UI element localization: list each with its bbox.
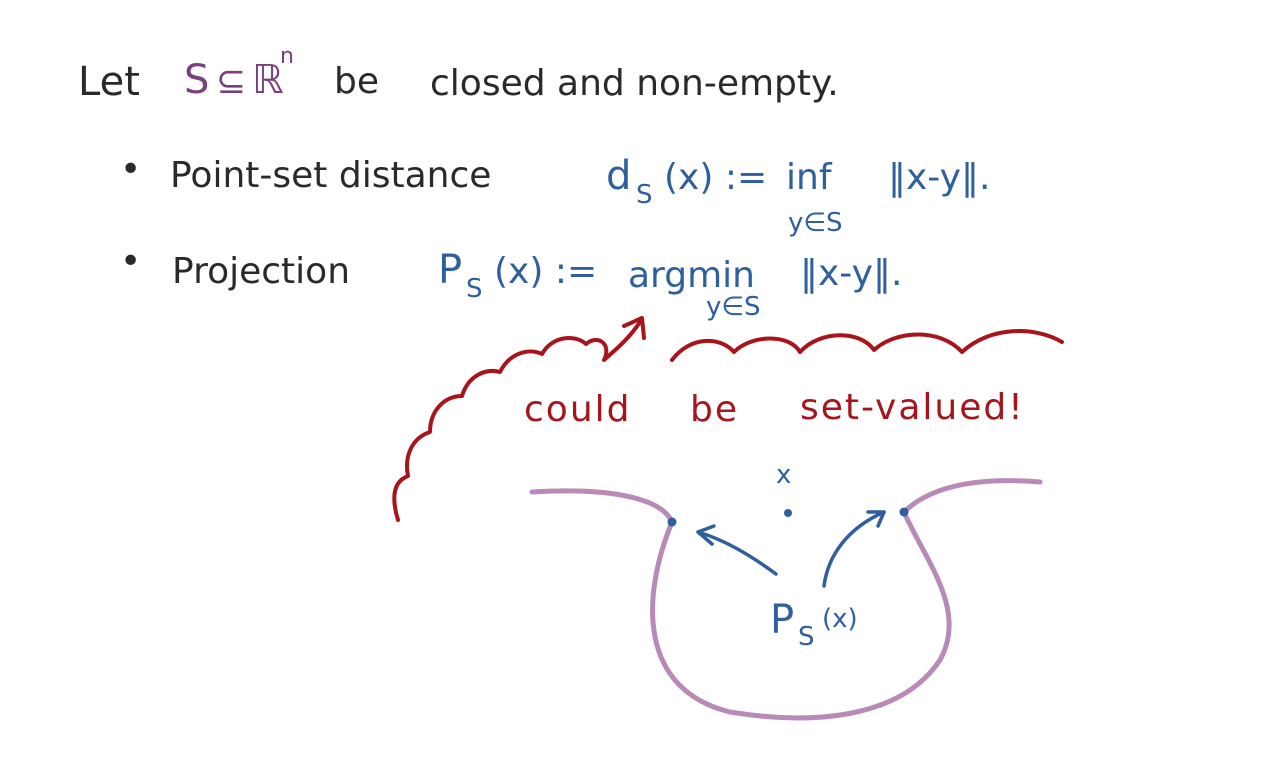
projection-symbol: P xyxy=(438,247,463,293)
annotation-be: be xyxy=(690,389,739,430)
closed-nonempty-text: closed and non-empty. xyxy=(430,63,839,104)
inf-subscript: y∈S xyxy=(788,208,843,238)
distance-subscript: S xyxy=(636,180,653,210)
bullet-dot: • xyxy=(120,241,142,282)
point-x-label: x xyxy=(776,460,792,490)
dimension-superscript: n xyxy=(280,44,294,69)
figure-projection-symbol: P xyxy=(770,597,795,643)
annotation-brace-right xyxy=(672,331,1062,360)
arrow-to-right-projection xyxy=(824,512,884,586)
set-symbol: S xyxy=(184,57,210,103)
distance-argument: (x) := xyxy=(664,157,768,198)
projection-label: Projection xyxy=(172,251,351,292)
inf-operator: inf xyxy=(786,157,832,198)
annotation-set-valued: set-valued! xyxy=(800,387,1025,428)
reals-symbol: ℝ xyxy=(252,57,284,103)
point-x-dot xyxy=(784,509,792,517)
arrow-to-left-projection xyxy=(698,532,776,574)
bullet-dot: • xyxy=(120,149,142,190)
projection-point-left xyxy=(668,518,677,527)
figure-projection-subscript: S xyxy=(798,622,815,652)
argmin-operator: argmin xyxy=(628,255,755,296)
projection-norm-expression: ‖x-y‖. xyxy=(800,253,903,294)
projection-point-right xyxy=(900,508,909,517)
be-word: be xyxy=(334,61,379,102)
subseteq-symbol: ⊆ xyxy=(216,61,247,102)
distance-symbol: d xyxy=(606,153,632,199)
point-set-distance-label: Point-set distance xyxy=(170,155,492,196)
figure-projection-argument: (x) xyxy=(822,604,858,634)
argmin-subscript: y∈S xyxy=(706,292,761,322)
distance-norm-expression: ‖x-y‖. xyxy=(888,157,991,198)
let-word: Let xyxy=(78,59,140,105)
projection-subscript: S xyxy=(466,274,483,304)
projection-argument: (x) := xyxy=(494,251,598,292)
annotation-could: could xyxy=(524,389,632,430)
